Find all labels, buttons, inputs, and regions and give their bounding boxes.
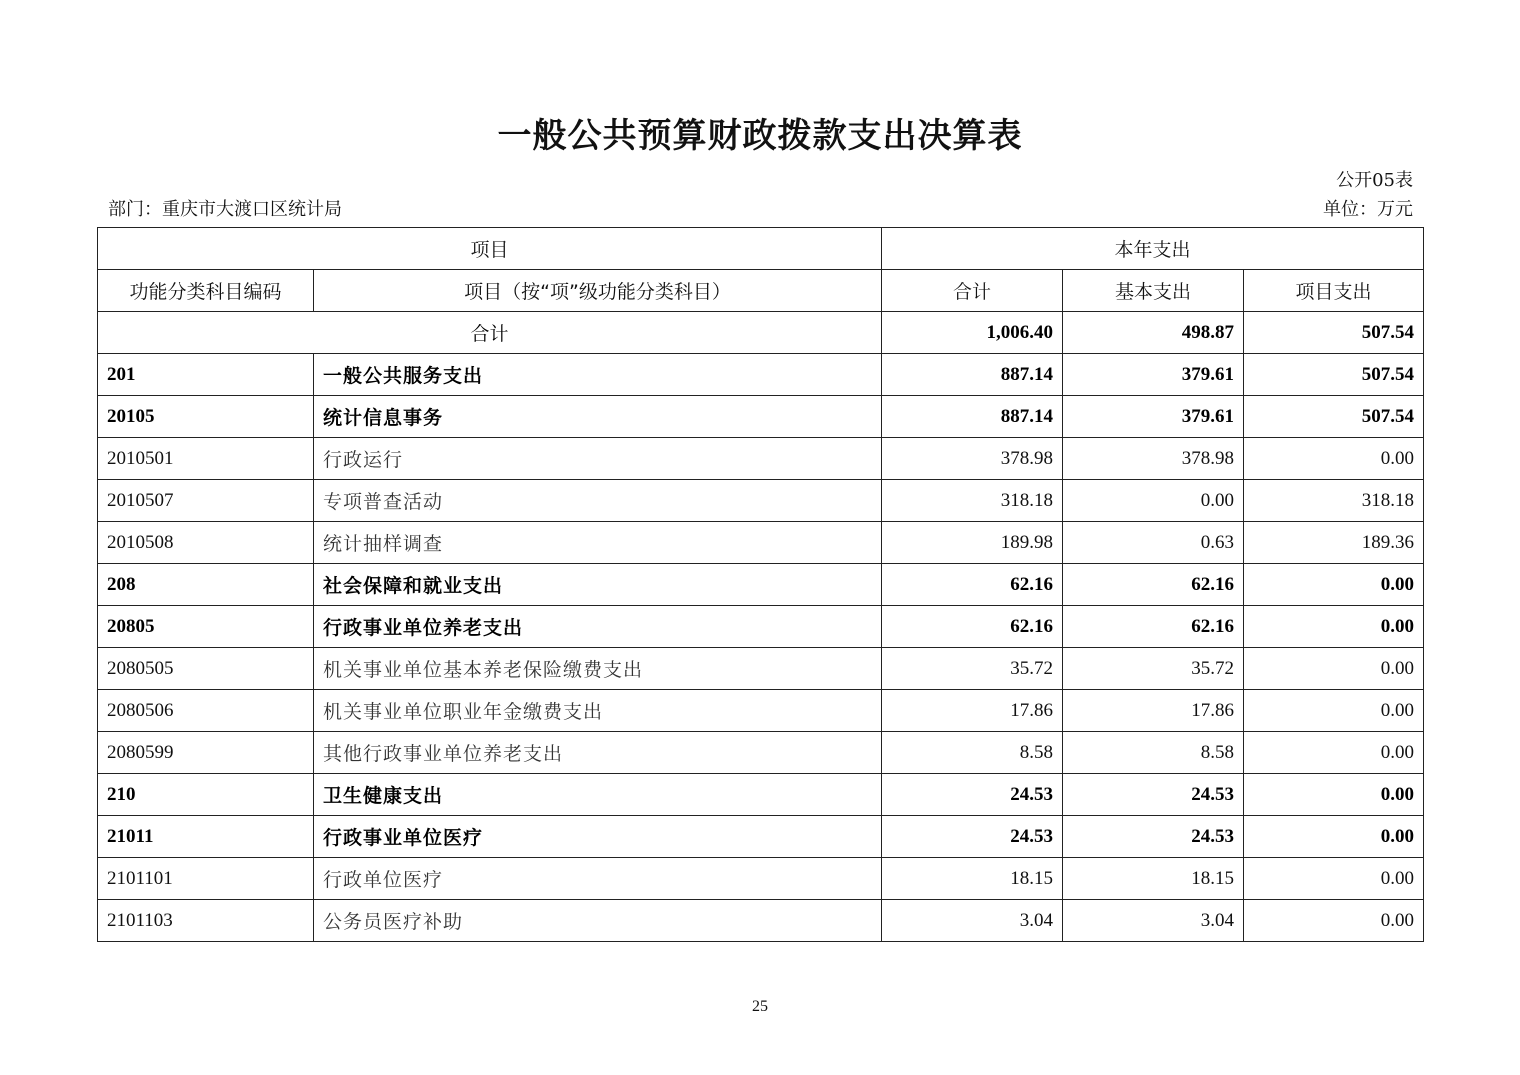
row-basic: 18.15 [1063, 858, 1244, 900]
total-row-basic: 498.87 [1063, 312, 1244, 354]
row-name: 统计信息事务 [314, 396, 882, 438]
row-basic: 24.53 [1063, 816, 1244, 858]
unit-label: 单位：万元 [1323, 199, 1413, 220]
row-code: 21011 [98, 816, 314, 858]
table-row [98, 858, 1424, 900]
row-basic: 24.53 [1063, 774, 1244, 816]
row-project: 0.00 [1244, 732, 1424, 774]
row-basic: 17.86 [1063, 690, 1244, 732]
row-code: 208 [98, 564, 314, 606]
table-row [98, 648, 1424, 690]
table-row [98, 816, 1424, 858]
row-basic: 8.58 [1063, 732, 1244, 774]
table-row [98, 606, 1424, 648]
row-name: 其他行政事业单位养老支出 [314, 732, 882, 774]
header-current-year: 本年支出 [882, 228, 1424, 270]
form-number: 公开05表 [1336, 170, 1413, 191]
row-basic: 62.16 [1063, 564, 1244, 606]
row-code: 2010507 [98, 480, 314, 522]
header-project: 项目 [98, 228, 882, 270]
header-project-expenditure: 项目支出 [1244, 270, 1424, 312]
row-project: 0.00 [1244, 648, 1424, 690]
row-basic: 378.98 [1063, 438, 1244, 480]
row-total: 24.53 [882, 774, 1063, 816]
department-label: 部门：重庆市大渡口区统计局 [108, 199, 342, 220]
row-name: 行政事业单位医疗 [314, 816, 882, 858]
row-code: 2080505 [98, 648, 314, 690]
table-row [98, 564, 1424, 606]
row-total: 24.53 [882, 816, 1063, 858]
row-basic: 62.16 [1063, 606, 1244, 648]
row-project: 189.36 [1244, 522, 1424, 564]
row-name: 机关事业单位职业年金缴费支出 [314, 690, 882, 732]
header-row-columns [98, 270, 1424, 312]
row-total: 17.86 [882, 690, 1063, 732]
row-project: 0.00 [1244, 606, 1424, 648]
table-row [98, 690, 1424, 732]
row-code: 201 [98, 354, 314, 396]
row-total: 35.72 [882, 648, 1063, 690]
header-row-top [98, 228, 1424, 270]
row-name: 一般公共服务支出 [314, 354, 882, 396]
total-row-total: 1,006.40 [882, 312, 1063, 354]
row-total: 887.14 [882, 396, 1063, 438]
header-total: 合计 [882, 270, 1063, 312]
row-code: 2080506 [98, 690, 314, 732]
row-code: 210 [98, 774, 314, 816]
row-project: 0.00 [1244, 438, 1424, 480]
row-total: 8.58 [882, 732, 1063, 774]
row-name: 行政事业单位养老支出 [314, 606, 882, 648]
row-total: 3.04 [882, 900, 1063, 942]
row-basic: 3.04 [1063, 900, 1244, 942]
table-row [98, 732, 1424, 774]
row-name: 行政单位医疗 [314, 858, 882, 900]
row-project: 0.00 [1244, 690, 1424, 732]
row-project: 507.54 [1244, 396, 1424, 438]
row-project: 507.54 [1244, 354, 1424, 396]
row-name: 行政运行 [314, 438, 882, 480]
row-code: 2010508 [98, 522, 314, 564]
row-code: 2101101 [98, 858, 314, 900]
row-code: 2010501 [98, 438, 314, 480]
row-total: 378.98 [882, 438, 1063, 480]
row-basic: 35.72 [1063, 648, 1244, 690]
row-total: 318.18 [882, 480, 1063, 522]
total-row-label: 合计 [98, 312, 882, 354]
row-project: 0.00 [1244, 816, 1424, 858]
row-code: 2080599 [98, 732, 314, 774]
total-row [98, 312, 1424, 354]
row-code: 2101103 [98, 900, 314, 942]
row-project: 0.00 [1244, 900, 1424, 942]
page-number: 25 [752, 998, 768, 1015]
row-basic: 0.00 [1063, 480, 1244, 522]
row-total: 18.15 [882, 858, 1063, 900]
table-row [98, 900, 1424, 942]
table-row [98, 396, 1424, 438]
page-title: 一般公共预算财政拨款支出决算表 [497, 116, 1023, 156]
row-total: 189.98 [882, 522, 1063, 564]
row-name: 专项普查活动 [314, 480, 882, 522]
row-project: 0.00 [1244, 858, 1424, 900]
table-row [98, 774, 1424, 816]
row-name: 社会保障和就业支出 [314, 564, 882, 606]
row-project: 0.00 [1244, 774, 1424, 816]
row-name: 卫生健康支出 [314, 774, 882, 816]
row-total: 887.14 [882, 354, 1063, 396]
table-row [98, 438, 1424, 480]
row-name: 机关事业单位基本养老保险缴费支出 [314, 648, 882, 690]
header-basic: 基本支出 [1063, 270, 1244, 312]
table-body [98, 312, 1424, 942]
row-code: 20805 [98, 606, 314, 648]
row-code: 20105 [98, 396, 314, 438]
table-row [98, 480, 1424, 522]
row-name: 统计抽样调查 [314, 522, 882, 564]
row-project: 318.18 [1244, 480, 1424, 522]
row-total: 62.16 [882, 564, 1063, 606]
header-code: 功能分类科目编码 [98, 270, 314, 312]
total-row-project: 507.54 [1244, 312, 1424, 354]
row-total: 62.16 [882, 606, 1063, 648]
row-name: 公务员医疗补助 [314, 900, 882, 942]
table-row [98, 354, 1424, 396]
row-basic: 0.63 [1063, 522, 1244, 564]
table-row [98, 522, 1424, 564]
row-basic: 379.61 [1063, 396, 1244, 438]
expenditure-table [97, 227, 1424, 942]
row-basic: 379.61 [1063, 354, 1244, 396]
row-project: 0.00 [1244, 564, 1424, 606]
header-item: 项目（按“项”级功能分类科目） [314, 270, 882, 312]
